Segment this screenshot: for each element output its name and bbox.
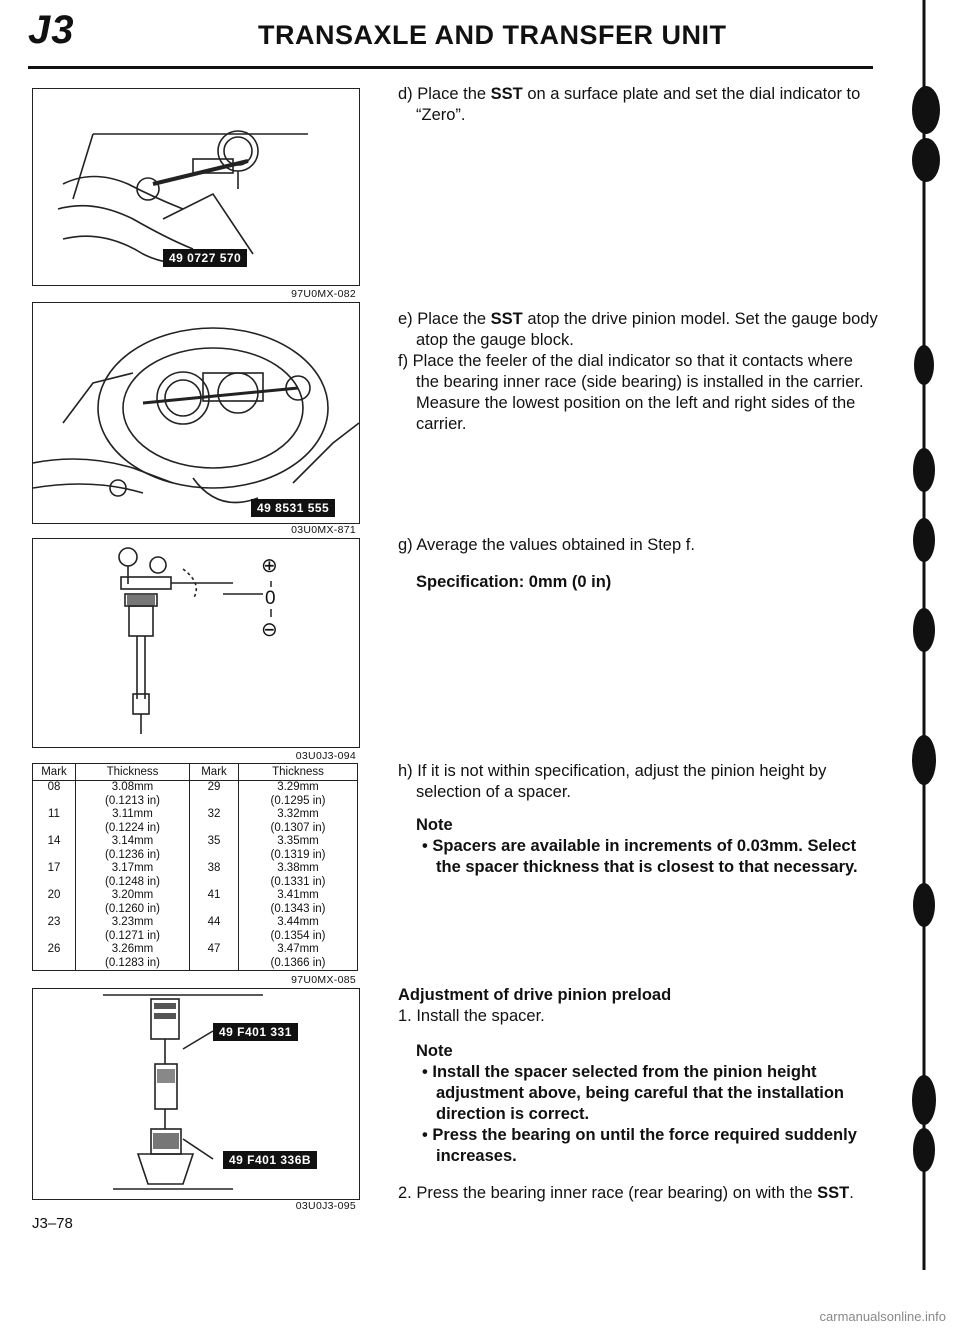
note-bullet: • Spacers are available in increments of 0.03mm. Select the spacer thickness that is closest to that necessary. xyxy=(422,837,858,876)
carrier-gauge-illustration xyxy=(33,303,359,523)
cell-thickness-mm: 3.47mm xyxy=(277,943,319,955)
spacer-thickness-table xyxy=(32,763,358,971)
cell-mark: 44 xyxy=(190,916,239,943)
table-header-row xyxy=(33,764,358,781)
gauge-direction-illustration xyxy=(33,539,359,747)
cell-thickness-in: (0.1271 in) xyxy=(105,929,160,942)
cell-thickness-in: (0.1213 in) xyxy=(105,794,160,807)
cell-thickness-mm: 3.08mm xyxy=(111,781,154,793)
figure-code-2: 03U0MX-871 xyxy=(291,524,356,536)
figure-code-1: 97U0MX-082 xyxy=(291,288,356,300)
tool-tag-4: 49 F401 336B xyxy=(223,1151,317,1169)
table-row xyxy=(33,916,358,943)
cell-thickness-in: (0.1319 in) xyxy=(270,848,326,861)
cell-mark: 11 xyxy=(33,808,76,835)
cell-mark: 47 xyxy=(190,943,239,971)
step-f: f) Place the feeler of the dial indicator so that it contacts where the bearing inner race (side bearing) is installed in the carrier. Measure the lowest position on the left and right sides of the carrier. xyxy=(398,352,864,433)
cell-mark: 35 xyxy=(190,835,239,862)
cell-thickness-in: (0.1307 in) xyxy=(270,821,326,834)
minus-direction-symbol: ⊖ xyxy=(261,619,278,641)
cell-mark: 41 xyxy=(190,889,239,916)
cell-thickness-mm: 3.38mm xyxy=(277,862,319,874)
cell-mark: 32 xyxy=(190,808,239,835)
cell-thickness-in: (0.1283 in) xyxy=(105,956,160,969)
section-code: J3 xyxy=(28,8,75,52)
cell-thickness-mm: 3.14mm xyxy=(111,835,154,847)
header-mark-right: Mark xyxy=(190,764,239,781)
step-g: g) Average the values obtained in Step f. Specification: 0mm (0 in) xyxy=(398,535,878,593)
tool-tag-1: 49 0727 570 xyxy=(163,249,247,267)
figure-gauge-direction xyxy=(32,538,360,748)
header-rule xyxy=(28,66,873,69)
cell-mark: 38 xyxy=(190,862,239,889)
note-label: Note xyxy=(416,1042,453,1060)
figure-dial-indicator-zero xyxy=(32,88,360,286)
figure-code-4: 03U0J3-095 xyxy=(295,1200,356,1212)
zero-position-symbol: 0 xyxy=(265,588,276,609)
table-row xyxy=(33,943,358,971)
cell-thickness-mm: 3.20mm xyxy=(111,889,154,901)
note-label: Note xyxy=(416,816,453,834)
figure-code-3: 03U0J3-094 xyxy=(295,750,356,762)
plus-direction-symbol: ⊕ xyxy=(261,555,278,577)
cell-thickness-in: (0.1366 in) xyxy=(270,956,326,969)
page-title: TRANSAXLE AND TRANSFER UNIT xyxy=(258,20,727,50)
cell-thickness-mm: 3.32mm xyxy=(277,808,319,820)
tool-tag-2: 49 8531 555 xyxy=(251,499,335,517)
cell-thickness-in: (0.1295 in) xyxy=(270,794,326,807)
header-mark-left: Mark xyxy=(33,764,76,781)
cell-mark: 23 xyxy=(33,916,76,943)
cell-mark: 17 xyxy=(33,862,76,889)
tool-tag-3: 49 F401 331 xyxy=(213,1023,298,1041)
section-step-2: 2. Press the bearing inner race (rear bearing) on with the SST. xyxy=(398,1184,854,1202)
table-row xyxy=(33,835,358,862)
section-step-1: 1. Install the spacer. xyxy=(398,1007,545,1025)
cell-mark: 20 xyxy=(33,889,76,916)
figure-gauge-on-carrier xyxy=(32,302,360,524)
cell-thickness-mm: 3.17mm xyxy=(111,862,154,874)
step-h: h) If it is not within specification, adjust the pinion height by selection of a spacer. Note • Spacers are available in increments of 0.03mm. Select the spacer thickness that is closest to that necessary. xyxy=(398,761,878,878)
cell-thickness-mm: 3.29mm xyxy=(277,781,319,793)
figure-bearing-press xyxy=(32,988,360,1200)
preload-section xyxy=(398,985,878,1204)
cell-thickness-mm: 3.41mm xyxy=(277,889,319,901)
table-row xyxy=(33,862,358,889)
specification: Specification: 0mm (0 in) xyxy=(416,573,612,591)
cell-thickness-in: (0.1236 in) xyxy=(105,848,160,861)
table-code: 97U0MX-085 xyxy=(291,974,356,986)
cell-thickness-mm: 3.44mm xyxy=(277,916,319,928)
cell-thickness-in: (0.1248 in) xyxy=(105,875,160,888)
cell-mark: 08 xyxy=(33,781,76,809)
watermark: carmanualsonline.info xyxy=(819,1309,946,1324)
cell-thickness-in: (0.1343 in) xyxy=(270,902,326,915)
cell-thickness-in: (0.1260 in) xyxy=(105,902,160,915)
cell-thickness-mm: 3.35mm xyxy=(277,835,319,847)
cell-mark: 29 xyxy=(190,781,239,809)
cell-thickness-in: (0.1331 in) xyxy=(270,875,326,888)
table-row xyxy=(33,781,358,809)
cell-thickness-mm: 3.23mm xyxy=(111,916,154,928)
page-number: J3–78 xyxy=(32,1215,73,1232)
step-e-f: e) Place the SST atop the drive pinion model. Set the gauge body atop the gauge block. f) Place the feeler of the dial indicator so that it contacts where the bearing inner race (side bearing) is installed in the carrier. Measure the lowest position on the left and right sides of the carrier. xyxy=(398,310,878,433)
header-thickness-left: Thickness xyxy=(76,764,190,781)
cell-thickness-in: (0.1224 in) xyxy=(105,821,160,834)
note-bullet: • Press the bearing on until the force required suddenly increases. xyxy=(422,1126,857,1165)
cell-mark: 14 xyxy=(33,835,76,862)
cell-thickness-in: (0.1354 in) xyxy=(270,929,326,942)
cell-mark: 26 xyxy=(33,943,76,971)
cell-thickness-mm: 3.11mm xyxy=(112,808,153,820)
table-row xyxy=(33,889,358,916)
section-heading: Adjustment of drive pinion preload xyxy=(398,986,672,1004)
header-thickness-right: Thickness xyxy=(239,764,358,781)
table-row xyxy=(33,808,358,835)
cell-thickness-mm: 3.26mm xyxy=(111,943,154,955)
note-bullet: • Install the spacer selected from the pinion height adjustment above, being careful that the installation direction is correct. xyxy=(422,1063,844,1123)
page-edge-marks xyxy=(902,0,960,1328)
step-d: d) Place the SST on a surface plate and set the dial indicator to “Zero”. xyxy=(398,85,861,124)
